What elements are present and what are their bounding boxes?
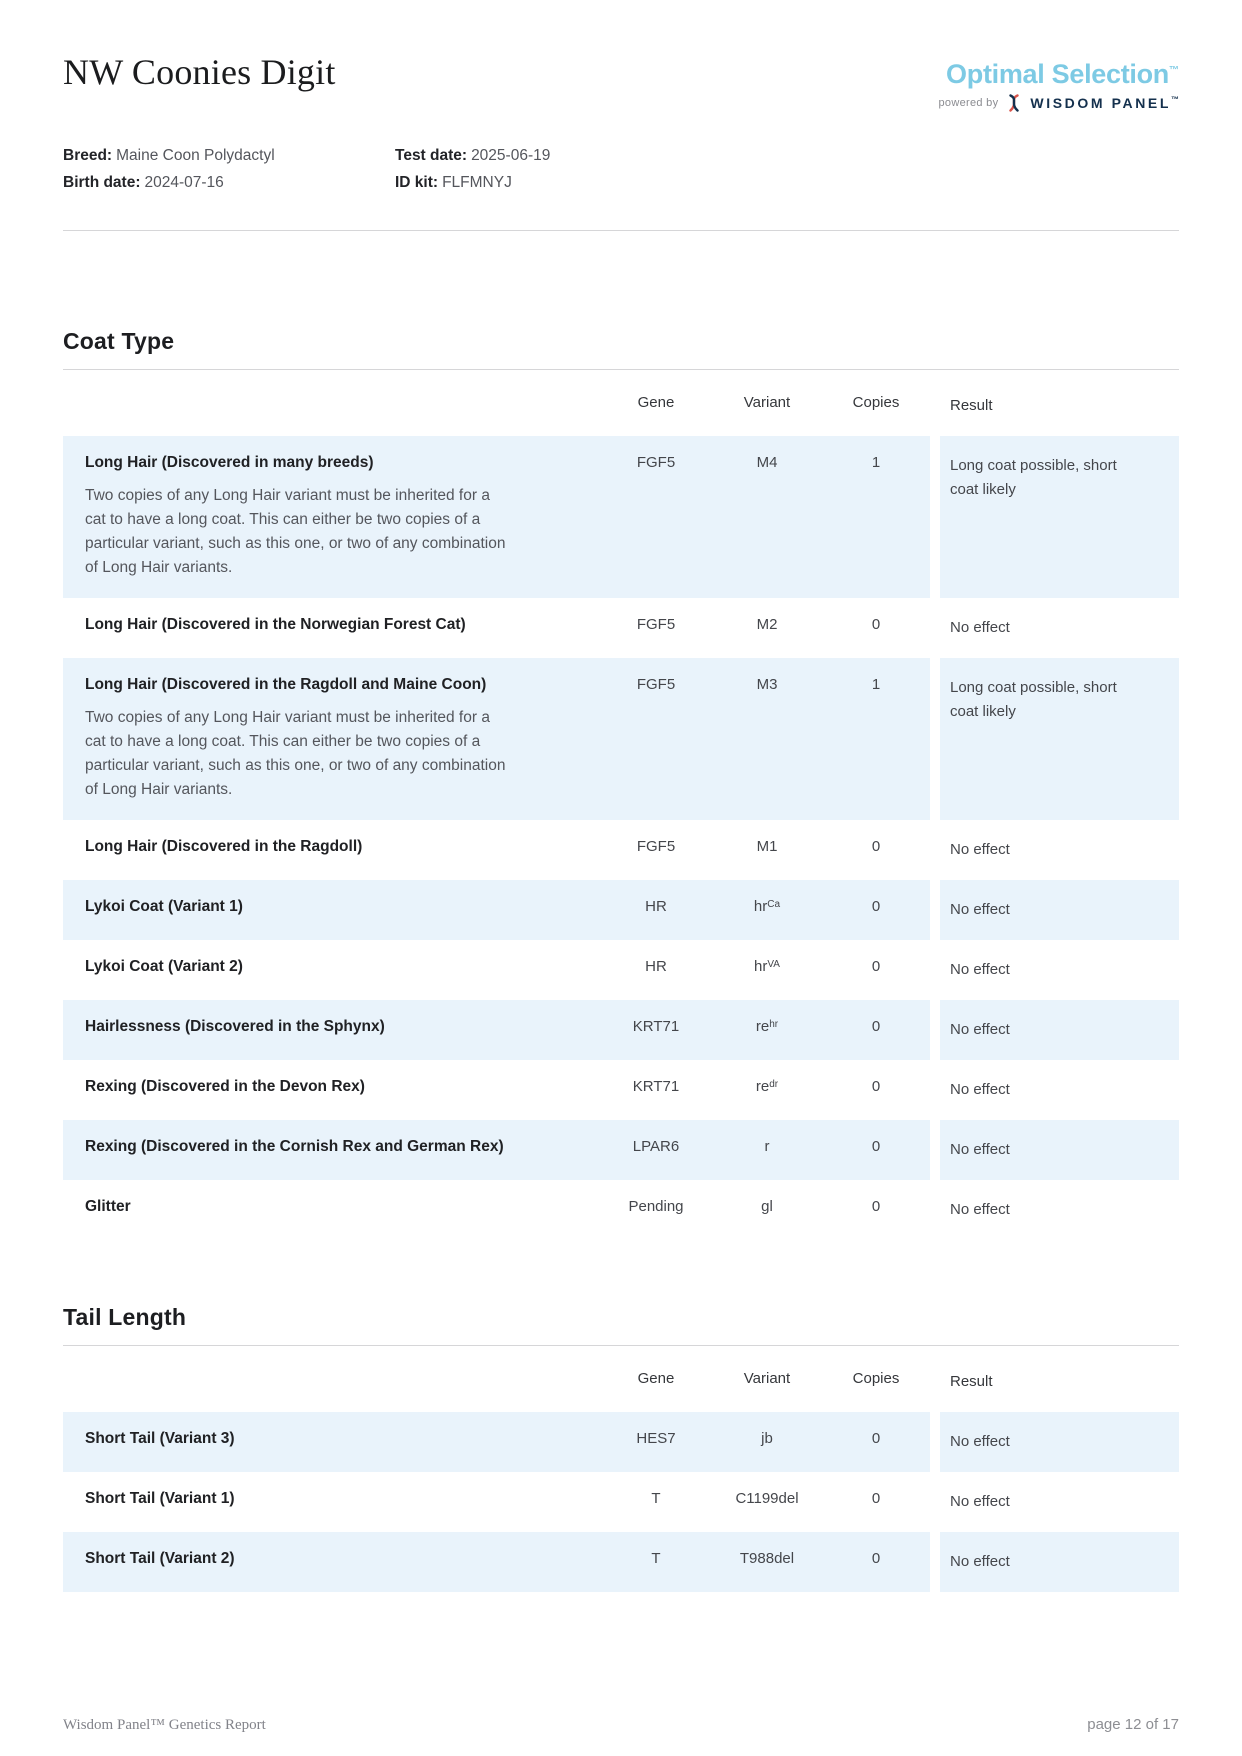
page-title: NW Coonies Digit bbox=[63, 52, 336, 92]
variant-cell: M2 bbox=[756, 616, 778, 633]
row-gap bbox=[930, 940, 940, 1000]
table-row bbox=[63, 1472, 1179, 1532]
trait-cell bbox=[63, 1532, 600, 1592]
trait-name: Lykoi Coat (Variant 1) bbox=[85, 898, 243, 915]
footer-report-name: Wisdom Panel™ Genetics Report bbox=[63, 1717, 266, 1733]
column-header-copies: Copies bbox=[852, 1370, 900, 1387]
trait-name: Short Tail (Variant 2) bbox=[85, 1550, 235, 1567]
report-header bbox=[63, 52, 1179, 112]
copies-cell: 0 bbox=[822, 880, 930, 940]
dna-icon bbox=[1005, 94, 1023, 112]
breed-value: Maine Coon Polydactyl bbox=[116, 147, 275, 164]
copies-cell: 0 bbox=[871, 1198, 881, 1215]
result-cell: No effect bbox=[940, 1120, 1179, 1180]
genetics-table bbox=[63, 1370, 1179, 1592]
genetics-table bbox=[63, 394, 1179, 1240]
table-row bbox=[63, 820, 1179, 880]
breed-label: Breed: bbox=[63, 147, 113, 164]
meta-column-left bbox=[63, 142, 395, 196]
row-gap bbox=[930, 1472, 940, 1532]
meta-test-date bbox=[395, 142, 1179, 169]
result-cell: No effect bbox=[950, 619, 1010, 636]
column-header-trait bbox=[63, 394, 600, 418]
variant-cell: $hr^{VA}$ bbox=[754, 958, 780, 975]
row-gap bbox=[930, 658, 940, 820]
brand-logo bbox=[939, 52, 1179, 112]
trait-name: Short Tail (Variant 1) bbox=[85, 1490, 235, 1507]
result-cell: No effect bbox=[940, 880, 1179, 940]
trait-cell bbox=[63, 1060, 600, 1120]
partner-trademark: ™ bbox=[1171, 95, 1179, 104]
table-header-row bbox=[63, 394, 1179, 418]
trait-name: Lykoi Coat (Variant 2) bbox=[85, 958, 243, 975]
gene-cell: KRT71 bbox=[600, 1000, 712, 1060]
variant-cell: $re^{dr}$ bbox=[755, 1078, 779, 1095]
trait-cell bbox=[63, 940, 600, 1000]
table-row bbox=[63, 1000, 1179, 1060]
column-header-trait bbox=[63, 1370, 600, 1394]
gene-cell: Pending bbox=[628, 1198, 684, 1215]
copies-cell: 0 bbox=[871, 1078, 881, 1095]
row-gap bbox=[930, 598, 940, 658]
result-cell: No effect bbox=[940, 1532, 1179, 1592]
table-header-row bbox=[63, 1370, 1179, 1394]
gene-cell: FGF5 bbox=[636, 838, 676, 855]
trait-name: Short Tail (Variant 3) bbox=[85, 1430, 235, 1447]
trait-cell bbox=[63, 880, 600, 940]
meta-column-right bbox=[395, 142, 1179, 196]
test-date-value: 2025-06-19 bbox=[471, 147, 551, 164]
row-gap bbox=[930, 1120, 940, 1180]
trait-name: Glitter bbox=[85, 1198, 131, 1215]
variant-cell: jb bbox=[712, 1412, 822, 1472]
row-gap bbox=[930, 1180, 940, 1240]
column-gap bbox=[930, 394, 940, 418]
row-gap bbox=[930, 1000, 940, 1060]
gene-cell: T bbox=[600, 1532, 712, 1592]
id-kit-label: ID kit: bbox=[395, 174, 439, 191]
trait-cell bbox=[63, 1180, 600, 1240]
trait-name: Long Hair (Discovered in the Ragdoll and Maine Coon) bbox=[85, 676, 487, 693]
trait-cell bbox=[63, 1000, 600, 1060]
trait-cell bbox=[63, 436, 600, 598]
powered-by-row bbox=[939, 94, 1179, 112]
section-heading: Tail Length bbox=[63, 1304, 187, 1330]
table-row bbox=[63, 1060, 1179, 1120]
birth-date-label: Birth date: bbox=[63, 174, 141, 191]
gene-cell: HR bbox=[645, 958, 667, 975]
variant-cell: T988del bbox=[712, 1532, 822, 1592]
variant-cell: gl bbox=[761, 1198, 773, 1215]
column-header-result: Result bbox=[950, 397, 993, 414]
powered-by-text: powered by bbox=[938, 97, 999, 109]
column-header-variant: Variant bbox=[743, 1370, 791, 1387]
column-header-gene: Gene bbox=[637, 394, 675, 411]
result-cell: Long coat possible, short coat likely bbox=[940, 436, 1179, 598]
section-divider bbox=[63, 1345, 1179, 1346]
brand-trademark: ™ bbox=[1169, 65, 1179, 76]
gene-cell: KRT71 bbox=[632, 1078, 680, 1095]
trait-name: Rexing (Discovered in the Cornish Rex and German Rex) bbox=[85, 1138, 504, 1155]
sections-container bbox=[63, 231, 1179, 1592]
brand-text: Optimal Selection bbox=[946, 59, 1169, 89]
copies-cell: 0 bbox=[822, 1532, 930, 1592]
trait-cell bbox=[63, 658, 600, 820]
report-section bbox=[63, 328, 1179, 1240]
copies-cell: 0 bbox=[871, 616, 881, 633]
variant-cell: r bbox=[712, 1120, 822, 1180]
meta-birth-date bbox=[63, 169, 395, 196]
table-row bbox=[63, 658, 1179, 820]
gene-cell: T bbox=[651, 1490, 661, 1507]
trait-name: Long Hair (Discovered in many breeds) bbox=[85, 454, 374, 471]
trait-cell bbox=[63, 1472, 600, 1532]
trait-name: Hairlessness (Discovered in the Sphynx) bbox=[85, 1018, 385, 1035]
test-date-label: Test date: bbox=[395, 147, 468, 164]
variant-cell: C1199del bbox=[735, 1490, 799, 1507]
copies-cell: 0 bbox=[871, 1490, 881, 1507]
partner-name bbox=[1030, 95, 1179, 111]
row-gap bbox=[930, 1412, 940, 1472]
variant-cell: $hr^{Ca}$ bbox=[712, 880, 822, 940]
copies-cell: 1 bbox=[822, 436, 930, 598]
table-row bbox=[63, 880, 1179, 940]
row-gap bbox=[930, 436, 940, 598]
column-header-variant: Variant bbox=[743, 394, 791, 411]
column-gap bbox=[930, 1370, 940, 1394]
column-header-gene: Gene bbox=[637, 1370, 675, 1387]
trait-cell bbox=[63, 820, 600, 880]
result-cell: No effect bbox=[950, 961, 1010, 978]
result-cell: No effect bbox=[940, 1000, 1179, 1060]
trait-description: Two copies of any Long Hair variant must be inherited for a cat to have a long coat. This can either be two copies of a particular variant, such as this one, or two of any combination of Long Hair variants. bbox=[85, 709, 506, 798]
variant-cell: M4 bbox=[712, 436, 822, 598]
result-cell: No effect bbox=[950, 1201, 1010, 1218]
footer-page-number: page 12 of 17 bbox=[1087, 1716, 1179, 1733]
trait-name: Rexing (Discovered in the Devon Rex) bbox=[85, 1078, 365, 1095]
gene-cell: HES7 bbox=[600, 1412, 712, 1472]
row-gap bbox=[930, 880, 940, 940]
meta-breed bbox=[63, 142, 395, 169]
copies-cell: 0 bbox=[822, 1120, 930, 1180]
gene-cell: HR bbox=[600, 880, 712, 940]
table-row bbox=[63, 1180, 1179, 1240]
copies-cell: 0 bbox=[871, 838, 881, 855]
result-cell: No effect bbox=[950, 841, 1010, 858]
report-section bbox=[63, 1304, 1179, 1592]
copies-cell: 0 bbox=[822, 1000, 930, 1060]
copies-cell: 1 bbox=[822, 658, 930, 820]
row-gap bbox=[930, 1060, 940, 1120]
trait-cell bbox=[63, 1120, 600, 1180]
trait-cell bbox=[63, 598, 600, 658]
result-cell: No effect bbox=[940, 1412, 1179, 1472]
variant-cell: M3 bbox=[712, 658, 822, 820]
meta-id-kit bbox=[395, 169, 1179, 196]
partner-text: WISDOM PANEL bbox=[1030, 95, 1171, 111]
copies-cell: 0 bbox=[871, 958, 881, 975]
section-heading: Coat Type bbox=[63, 328, 175, 354]
variant-superscript: VA bbox=[767, 959, 780, 970]
result-cell: Long coat possible, short coat likely bbox=[940, 658, 1179, 820]
variant-superscript: hr bbox=[769, 1019, 779, 1030]
table-row bbox=[63, 1120, 1179, 1180]
table-row bbox=[63, 940, 1179, 1000]
trait-cell bbox=[63, 1412, 600, 1472]
brand-name bbox=[939, 56, 1179, 89]
table-row bbox=[63, 598, 1179, 658]
birth-date-value: 2024-07-16 bbox=[144, 174, 224, 191]
trait-name: Long Hair (Discovered in the Ragdoll) bbox=[85, 838, 363, 855]
column-header-result: Result bbox=[950, 1373, 993, 1390]
page-footer bbox=[63, 1716, 1179, 1736]
variant-superscript: Ca bbox=[767, 899, 781, 910]
table-row bbox=[63, 1532, 1179, 1592]
gene-cell: FGF5 bbox=[636, 616, 676, 633]
table-row bbox=[63, 1412, 1179, 1472]
copies-cell: 0 bbox=[822, 1412, 930, 1472]
row-gap bbox=[930, 820, 940, 880]
trait-description: Two copies of any Long Hair variant must be inherited for a cat to have a long coat. This can either be two copies of a particular variant, such as this one, or two of any combination of Long Hair variants. bbox=[85, 487, 506, 576]
variant-cell: $re^{hr}$ bbox=[712, 1000, 822, 1060]
gene-cell: LPAR6 bbox=[600, 1120, 712, 1180]
gene-cell: FGF5 bbox=[600, 658, 712, 820]
variant-superscript: dr bbox=[769, 1079, 779, 1090]
trait-name: Long Hair (Discovered in the Norwegian Forest Cat) bbox=[85, 616, 466, 633]
gene-cell: FGF5 bbox=[600, 436, 712, 598]
variant-cell: M1 bbox=[756, 838, 778, 855]
table-row bbox=[63, 436, 1179, 598]
row-gap bbox=[930, 1532, 940, 1592]
section-divider bbox=[63, 369, 1179, 370]
result-cell: No effect bbox=[950, 1493, 1010, 1510]
pet-meta bbox=[63, 142, 1179, 196]
column-header-copies: Copies bbox=[852, 394, 900, 411]
id-kit-value: FLFMNYJ bbox=[442, 174, 512, 191]
result-cell: No effect bbox=[950, 1081, 1010, 1098]
